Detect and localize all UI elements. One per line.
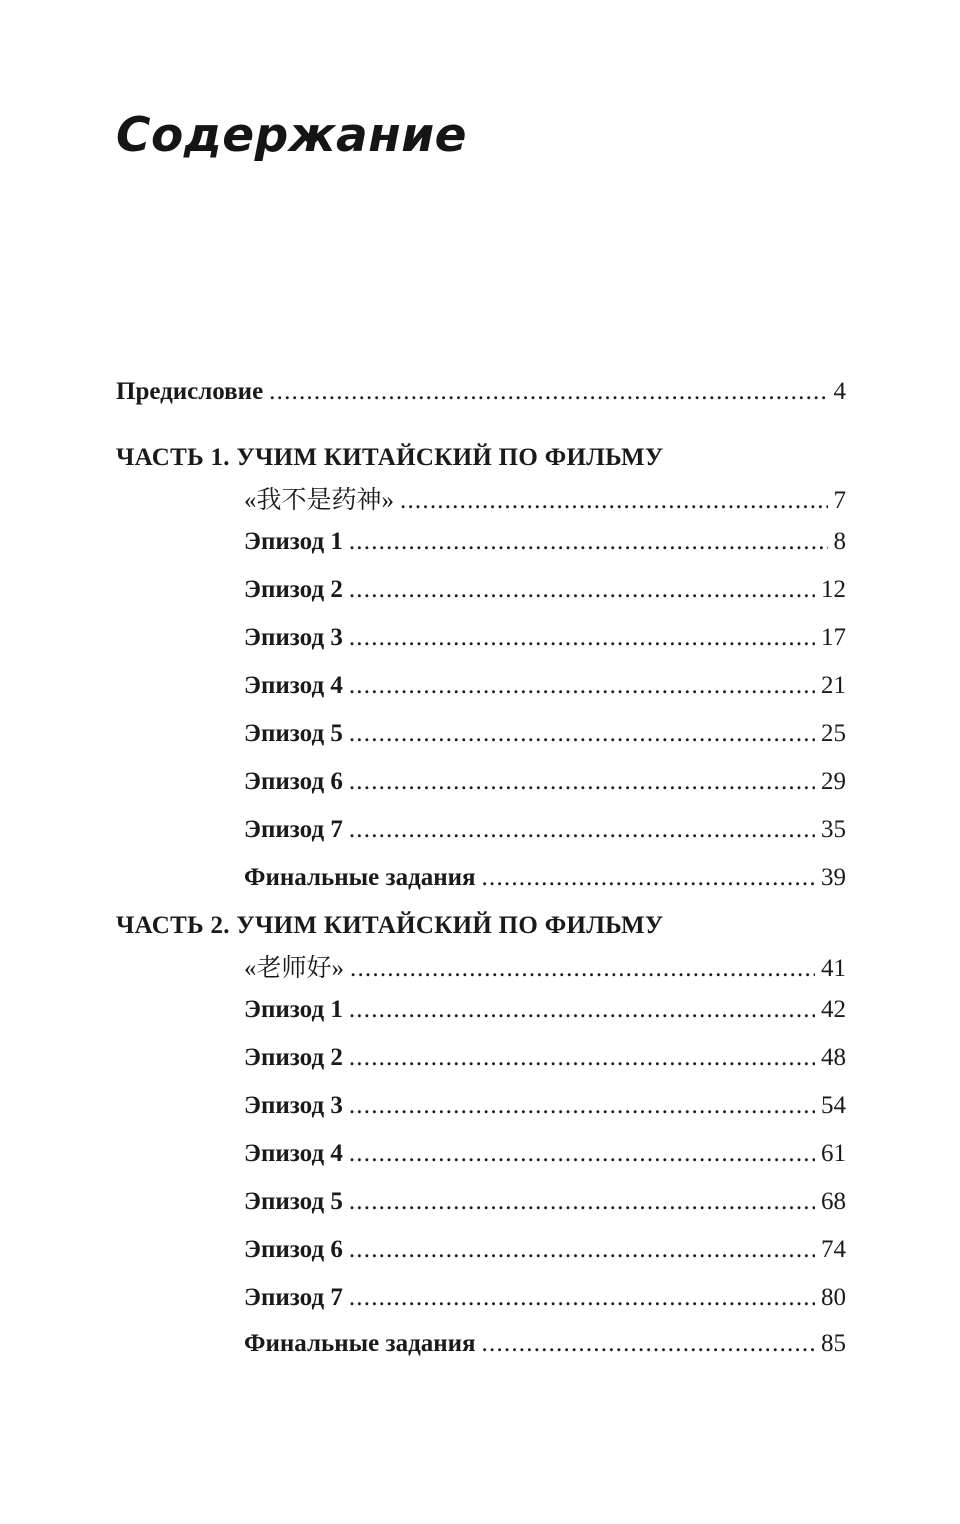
toc-entry-label: Эпизод 4 — [244, 1140, 343, 1167]
toc-entry-page: 80 — [821, 1284, 846, 1311]
toc-entry-page: 61 — [821, 1140, 846, 1167]
toc-entry-page: 54 — [821, 1092, 846, 1119]
toc-entry-label: Эпизод 3 — [244, 624, 343, 651]
dot-leader — [350, 955, 815, 983]
part-2-heading: ЧАСТЬ 2. УЧИМ КИТАЙСКИЙ ПО ФИЛЬМУ — [116, 912, 664, 939]
toc-entry-label: Предисловие — [116, 378, 264, 405]
toc-entry-label: Эпизод 2 — [244, 1044, 343, 1071]
toc-entry-part2-film[interactable] — [244, 948, 846, 984]
toc-entry-label: Финальные задания — [244, 1330, 476, 1357]
toc-entry-part1-film[interactable] — [244, 480, 846, 516]
toc-entry-label: Эпизод 6 — [244, 1236, 343, 1263]
toc-entry[interactable] — [244, 864, 846, 892]
dot-leader — [349, 1188, 815, 1216]
toc-entry-page: 21 — [821, 672, 846, 699]
toc-entry[interactable] — [244, 816, 846, 844]
toc-entry-label: Эпизод 7 — [244, 816, 343, 843]
toc-entry-label: «我不是药神» — [244, 487, 395, 514]
toc-entry[interactable] — [244, 996, 846, 1024]
dot-leader — [349, 528, 828, 556]
toc-entry-page: 41 — [821, 955, 846, 982]
toc-entry-page: 39 — [821, 864, 846, 891]
toc-entry-label: Эпизод 5 — [244, 720, 343, 747]
toc-entry-page: 42 — [821, 996, 846, 1023]
toc-entry-label: «老师好» — [244, 955, 345, 982]
toc-entry[interactable] — [244, 624, 846, 652]
toc-entry-page: 68 — [821, 1188, 846, 1215]
dot-leader — [349, 672, 815, 700]
dot-leader — [349, 1092, 815, 1120]
toc-entry[interactable] — [244, 576, 846, 604]
dot-leader — [349, 1284, 815, 1312]
dot-leader — [269, 378, 827, 406]
toc-entry-label: Эпизод 4 — [244, 672, 343, 699]
toc-entry[interactable] — [244, 528, 846, 556]
dot-leader — [349, 1140, 815, 1168]
dot-leader — [349, 576, 815, 604]
toc-entry-label: Эпизод 3 — [244, 1092, 343, 1119]
dot-leader — [349, 996, 815, 1024]
toc-entry-page: 35 — [821, 816, 846, 843]
toc-entry[interactable] — [244, 1284, 846, 1312]
toc-entry-page: 17 — [821, 624, 846, 651]
toc-entry-page: 48 — [821, 1044, 846, 1071]
toc-entry[interactable] — [244, 1140, 846, 1168]
toc-entry-page: 4 — [833, 378, 846, 405]
toc-entry-page: 12 — [821, 576, 846, 603]
dot-leader — [349, 720, 815, 748]
toc-entry[interactable] — [244, 1188, 846, 1216]
toc-entry[interactable] — [244, 1330, 846, 1358]
dot-leader — [349, 1236, 815, 1264]
dot-leader — [349, 816, 815, 844]
toc-entry-page: 74 — [821, 1236, 846, 1263]
dot-leader — [482, 1330, 815, 1358]
toc-entry[interactable] — [244, 720, 846, 748]
dot-leader — [482, 864, 815, 892]
toc-entry-page: 8 — [833, 528, 846, 555]
page-title: Содержание — [116, 108, 468, 163]
toc-entry-label: Эпизод 7 — [244, 1284, 343, 1311]
toc-entry-label: Эпизод 6 — [244, 768, 343, 795]
dot-leader — [400, 487, 827, 515]
dot-leader — [349, 768, 815, 796]
dot-leader — [349, 1044, 815, 1072]
toc-entry-label: Эпизод 2 — [244, 576, 343, 603]
toc-entry-page: 25 — [821, 720, 846, 747]
toc-entry-page: 29 — [821, 768, 846, 795]
toc-entry-page: 7 — [833, 487, 846, 514]
toc-entry[interactable] — [244, 672, 846, 700]
toc-entry-label: Эпизод 1 — [244, 996, 343, 1023]
toc-entry-label: Эпизод 1 — [244, 528, 343, 555]
toc-entry[interactable] — [244, 768, 846, 796]
toc-entry-label: Эпизод 5 — [244, 1188, 343, 1215]
toc-entry-page: 85 — [821, 1330, 846, 1357]
part-1-heading: ЧАСТЬ 1. УЧИМ КИТАЙСКИЙ ПО ФИЛЬМУ — [116, 444, 664, 471]
toc-entry[interactable] — [244, 1092, 846, 1120]
toc-entry-label: Финальные задания — [244, 864, 476, 891]
toc-entry[interactable] — [244, 1044, 846, 1072]
dot-leader — [349, 624, 815, 652]
toc-entry[interactable] — [244, 1236, 846, 1264]
toc-entry-preface[interactable] — [116, 378, 846, 406]
